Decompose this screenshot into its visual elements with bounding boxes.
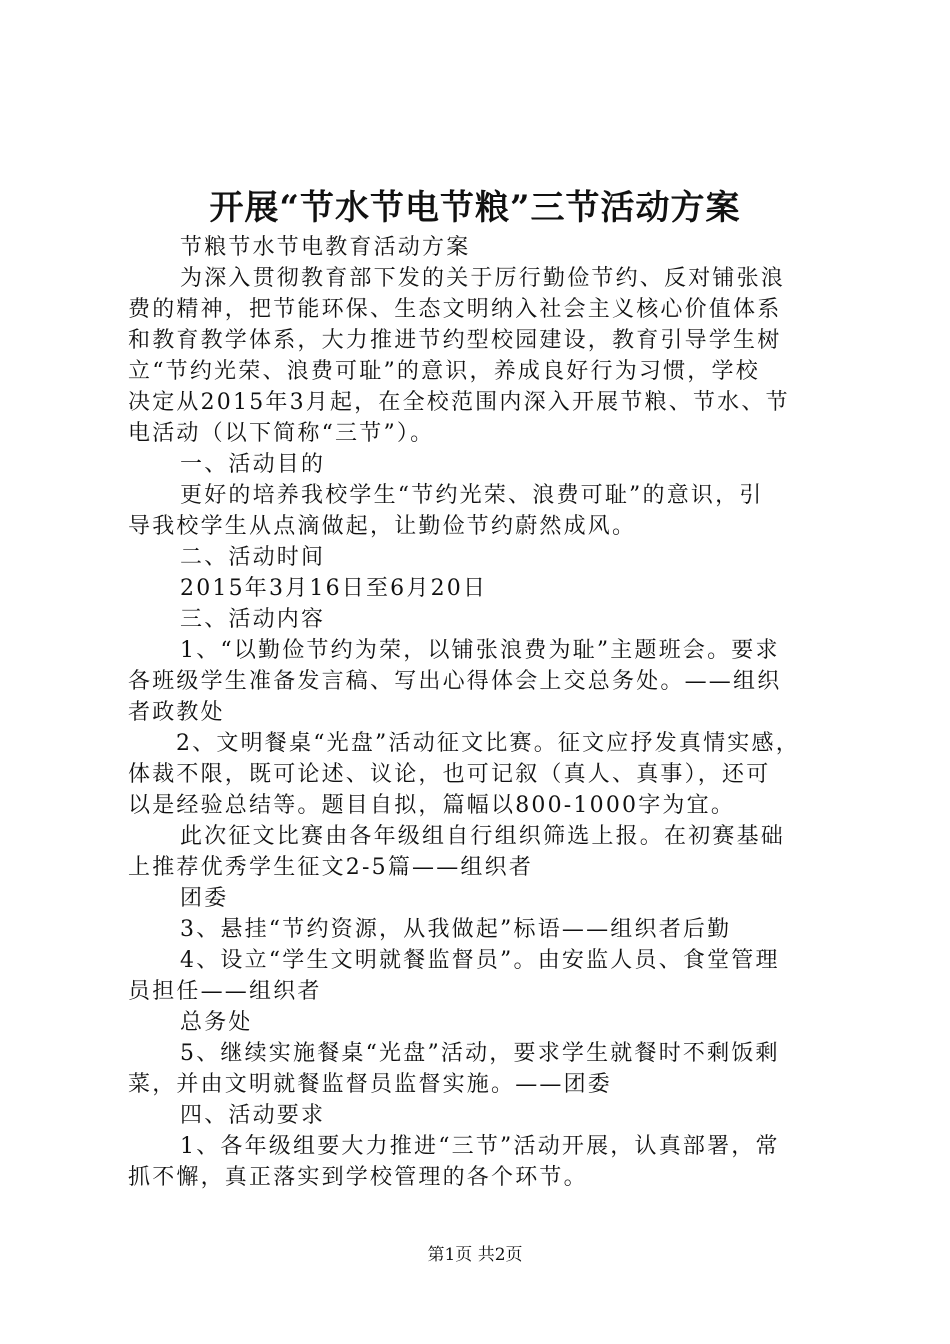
paragraph-line: 4、设立“学生文明就餐监督员”。由安监人员、食堂管理 [180, 948, 780, 973]
section-heading: 一、活动目的 [180, 452, 326, 477]
paragraph-line: 以是经验总结等。题目自拟，篇幅以800-1000字为宜。 [128, 793, 736, 818]
paragraph-line: 抓不懈，真正落实到学校管理的各个环节。 [128, 1165, 588, 1190]
page-number: 第1页 共2页 [427, 1245, 523, 1265]
paragraph-line: 为深入贯彻教育部下发的关于厉行勤俭节约、反对铺张浪 [180, 266, 786, 291]
paragraph-line: 和教育教学体系，大力推进节约型校园建设，教育引导学生树 [128, 328, 782, 353]
paragraph-line: 2、文明餐桌“光盘”活动征文比赛。征文应抒发真情实感， [176, 731, 800, 756]
paragraph-line: 团委 [180, 886, 229, 911]
paragraph-line: 5、继续实施餐桌“光盘”活动，要求学生就餐时不剩饭剩 [180, 1041, 780, 1066]
paragraph-line: 此次征文比赛由各年级组自行组织筛选上报。在初赛基础 [180, 824, 786, 849]
document-title: 开展“节水节电节粮”三节活动方案 [209, 188, 741, 228]
paragraph-line: 电活动（以下简称“三节”）。 [128, 421, 435, 446]
section-heading: 二、活动时间 [180, 545, 326, 570]
paragraph-line: 立“节约光荣、浪费可耻”的意识，养成良好行为习惯，学校 [128, 359, 760, 384]
paragraph-line: 上推荐优秀学生征文2-5篇——组织者 [128, 855, 534, 880]
paragraph-line: 员担任——组织者 [128, 979, 322, 1004]
subtitle-line: 节粮节水节电教育活动方案 [180, 235, 471, 260]
paragraph-line: 2015年3月16日至6月20日 [180, 576, 488, 601]
paragraph-line: 总务处 [180, 1010, 253, 1035]
paragraph-line: 各班级学生准备发言稿、写出心得体会上交总务处。——组织 [128, 669, 782, 694]
paragraph-line: 3、悬挂“节约资源，从我做起”标语——组织者后勤 [180, 917, 732, 942]
document-body [128, 232, 838, 1193]
section-heading: 四、活动要求 [180, 1103, 326, 1128]
paragraph-line: 更好的培养我校学生“节约光荣、浪费可耻”的意识，引 [180, 483, 764, 508]
paragraph-line: 导我校学生从点滴做起，让勤俭节约蔚然成风。 [128, 514, 637, 539]
paragraph-line: 费的精神，把节能环保、生态文明纳入社会主义核心价值体系 [128, 297, 782, 322]
paragraph-line: 决定从2015年3月起，在全校范围内深入开展节粮、节水、节 [128, 390, 790, 415]
paragraph-line: 1、各年级组要大力推进“三节”活动开展，认真部署，常 [180, 1134, 780, 1159]
paragraph-line: 体裁不限，既可论述、议论，也可记叙（真人、真事），还可 [128, 762, 771, 787]
paragraph-line: 菜，并由文明就餐监督员监督实施。——团委 [128, 1072, 613, 1097]
paragraph-line: 者政教处 [128, 700, 225, 725]
section-heading: 三、活动内容 [180, 607, 326, 632]
paragraph-line: 1、“以勤俭节约为荣，以铺张浪费为耻”主题班会。要求 [180, 638, 780, 663]
